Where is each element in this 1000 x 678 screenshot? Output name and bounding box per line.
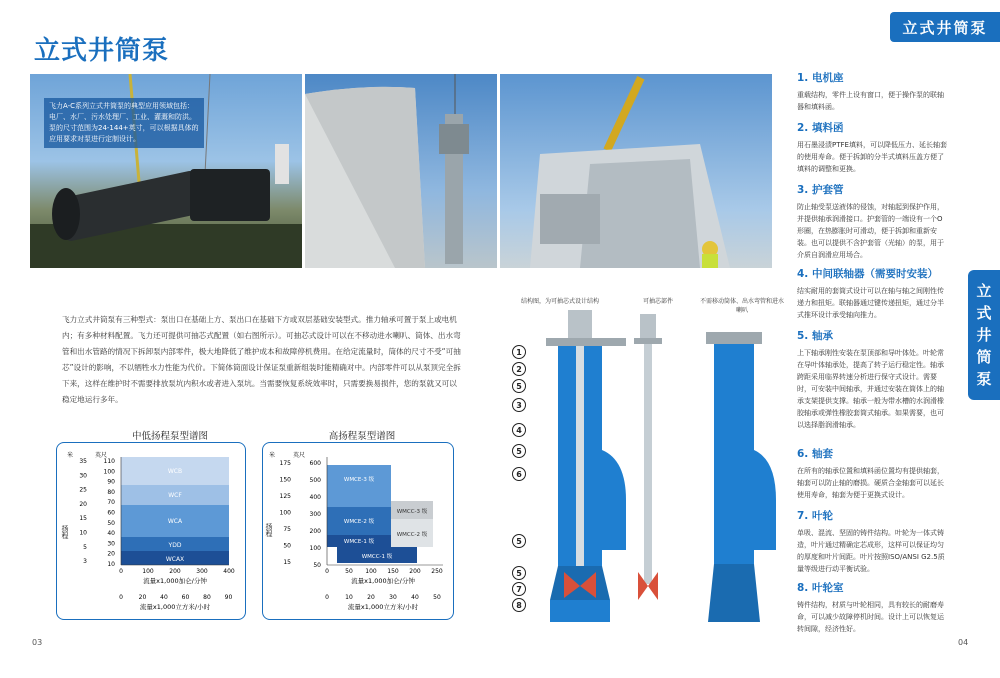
marker: 5 — [512, 379, 526, 393]
tick-label: 600 — [309, 460, 321, 467]
section-body: 用石墨浸渍PTFE填料，可以降低压力、延长轴套的使用寿命。便于拆卸的分半式填料压盖方便了填料的调整和更换。 — [797, 141, 947, 173]
tick-label: 100 — [365, 568, 377, 575]
side-tab-char: 泵 — [976, 370, 992, 388]
tick-label: 15 — [283, 559, 291, 566]
tick-label: 20 — [138, 594, 147, 601]
section-body: 重载结构，零件上设有窗口，便于操作泵的联轴器和填料函。 — [797, 91, 944, 111]
section-title: 6. 轴套 — [797, 448, 833, 460]
band-label: WCAX — [165, 556, 185, 563]
tick-label: 50 — [345, 568, 353, 575]
tick-label: 400 — [309, 494, 321, 501]
tick-label: 35 — [79, 458, 87, 465]
side-tab-char: 立 — [976, 282, 992, 300]
chart2-unit-m: 米 — [269, 452, 276, 459]
tick-label: 300 — [196, 568, 208, 575]
band-label: WCB — [167, 468, 183, 475]
chart2-ylabel: 扬程 — [265, 523, 273, 537]
marker: 4 — [512, 423, 526, 437]
tick-label: 10 — [79, 529, 87, 537]
band-wmce3 — [327, 465, 391, 507]
tick-label: 150 — [279, 476, 291, 484]
section-body: 单吸、混流、坚固的铸件结构。叶轮为一体式铸造，叶片通过精确定芯成形，这样可以保证均匀的厚度和叶片间距。叶片按照ISO/ANSI G2.5质量等级进行动平衡试验。 — [797, 529, 945, 573]
marker: 7 — [512, 582, 526, 596]
chart2-x2label: 流量x1,000立方米/小时 — [347, 603, 419, 611]
tick-label: 30 — [389, 594, 397, 601]
tick-label: 400 — [223, 568, 235, 575]
band-label: WMCE-2 级 — [343, 519, 375, 525]
chart2-m-ticks — [280, 460, 292, 566]
chart2-frame — [262, 442, 454, 620]
band-label: WMCC-3 级 — [396, 509, 428, 515]
chart1-frame — [56, 442, 246, 620]
section-title: 8. 叶轮室 — [797, 582, 844, 594]
tick-label: 80 — [107, 488, 115, 496]
chart2-x2-ticks — [325, 594, 441, 601]
barrel — [714, 344, 754, 564]
photo-caption: 飞力A-C系列立式井筒泵的典型应用领域包括：电厂、水厂、污水处理厂、工业、灌溉和防洪。泵的尺寸范围为24-144+英寸，可以根据具体的应用要求对泵进行定制设计。 — [44, 98, 204, 148]
diagram-caption-fixed: 不需移动筒体、出水弯管和进水喇叭 — [700, 298, 785, 314]
section-sleeve — [797, 446, 947, 501]
tick-label: 75 — [283, 526, 291, 533]
chart2-xlabel: 流量x1,000加仑/分钟 — [351, 577, 415, 585]
section-title: 2. 填料函 — [797, 122, 844, 134]
page-number-left: 03 — [32, 638, 43, 647]
tick-label: 30 — [79, 472, 87, 480]
cooling-tower-illustration — [305, 74, 497, 268]
tick-label: 60 — [107, 509, 115, 517]
tick-label: 0 — [119, 568, 123, 575]
tick-label: 10 — [107, 561, 115, 568]
section-bearing — [797, 328, 947, 431]
diagram-caption-core: 可抽芯部件 — [642, 298, 673, 305]
tick-label: 50 — [107, 519, 115, 527]
marker: 2 — [512, 362, 526, 376]
section-title: 5. 轴承 — [797, 330, 833, 342]
chart2-svg — [263, 443, 455, 621]
tick-label: 90 — [224, 594, 233, 601]
side-tab — [968, 270, 1000, 400]
chart2-title: 高扬程泵型谱图 — [328, 431, 396, 442]
section-impeller — [797, 508, 947, 575]
chart2-x-ticks — [325, 568, 443, 575]
removable-core — [644, 344, 652, 584]
large-pump-photo — [500, 74, 772, 268]
tick-label: 15 — [79, 515, 87, 523]
diagram-caption-structure: 结构图，为可抽芯式设计结构 — [520, 298, 599, 305]
tick-label: 100 — [309, 545, 321, 552]
tick-label: 0 — [325, 568, 329, 575]
page-title: 立式井筒泵 — [34, 36, 170, 66]
tick-label: 3 — [83, 558, 87, 566]
side-tab-char: 井 — [976, 326, 992, 344]
intro-text: 飞力立式井筒泵有三种型式：泵出口在基础上方、泵出口在基础下方或双层基础安装型式。推力轴承可置于泵上或电机内；有多种材料配置。飞力还可提供可抽芯式配置（如右图所示）。可抽芯式设计可以在不移动进水喇叭、筒体、出水弯管和出水管路的情况下拆卸泵内部零件，极大地降低了维护成本和故障停机费用。在给定流量时，筒体的尺寸不受“可抽芯”设计的影响，不以牺牲水力性能为代价。下简体筒面设计保证泵重新组装时能精确对中。内部零件可以从泵顶完全拆下来，这样在维护时不需要排放泵坑内积水或者进入泵坑。当需要恢复系统效率时，只需要换易损件，您的泵就又可以稳定地运行多年。 — [62, 315, 461, 404]
chart1-x2-ticks — [119, 594, 232, 601]
tick-label: 110 — [103, 458, 115, 465]
tick-label: 25 — [79, 486, 87, 494]
tick-label: 20 — [367, 594, 375, 601]
tick-label: 300 — [309, 511, 321, 518]
tick-label: 5 — [83, 543, 87, 551]
motor-stand — [568, 310, 592, 342]
tick-label: 150 — [387, 568, 399, 575]
band-label: YDD — [168, 542, 182, 549]
tick-label: 70 — [107, 499, 115, 507]
chart1-m-ticks — [79, 458, 87, 565]
section-stuffing-box — [797, 120, 947, 175]
chart1-x-ticks — [119, 568, 235, 575]
chart1-svg — [57, 443, 247, 621]
section-impeller-chamber — [797, 580, 947, 635]
section-body: 在所有的轴承位置和填料函位置均有提供轴套，轴套可以防止轴的磨损。硬质合金轴套可以延长使用寿命，轴套为便于更换式设计。 — [797, 467, 944, 499]
pump-install-photo — [30, 74, 302, 268]
marker: 8 — [512, 598, 526, 612]
marker: 1 — [512, 345, 526, 359]
band-label: WCA — [167, 518, 183, 525]
tick-label: 250 — [431, 568, 443, 575]
tick-label: 60 — [181, 594, 190, 601]
section-body: 防止轴受泵送液体的侵蚀，对轴起到保护作用，并提供轴承润滑接口。护套管的一端设有一个O形圈，在热膨胀时可滑动，便于拆卸和重新安装。也可以提供不含护套管（光轴）的泵，用于介质自润滑应用场合。 — [797, 203, 944, 259]
section-title: 3. 护套管 — [797, 184, 844, 196]
section-coupling — [797, 266, 947, 321]
tick-label: 500 — [309, 477, 321, 484]
chart2-unit-ft: 英尺 — [293, 452, 306, 459]
tick-label: 200 — [309, 528, 321, 535]
tick-label: 50 — [283, 542, 291, 550]
section-motor-stand — [797, 70, 947, 113]
band-label: WMCE-3 级 — [343, 477, 375, 483]
marker: 5 — [512, 566, 526, 580]
tick-label: 40 — [107, 530, 115, 538]
tick-label: 90 — [107, 478, 115, 486]
tick-label: 0 — [119, 594, 123, 601]
band-label: WCF — [168, 492, 182, 499]
chart1-title: 中低扬程泵型谱图 — [131, 431, 208, 442]
chart1-xlabel: 流量x1,000加仑/分钟 — [143, 577, 207, 585]
page-number-right: 04 — [958, 638, 969, 647]
tick-label: 0 — [325, 594, 329, 601]
marker: 6 — [512, 467, 526, 481]
tick-label: 50 — [433, 594, 441, 601]
tick-label: 10 — [345, 594, 353, 601]
tick-label: 200 — [409, 568, 421, 575]
cooling-tower-photo — [305, 74, 497, 268]
band-label: WMCE-1 级 — [343, 539, 375, 545]
tick-label: 40 — [411, 594, 419, 601]
tick-label: 100 — [142, 568, 154, 575]
side-tab-char: 筒 — [976, 348, 992, 366]
section-body: 结实耐用的套筒式设计可以在轴与轴之间刚性传递力和扭矩。联轴器通过键传递扭矩，通过分半式推环设计承受轴向推力。 — [797, 287, 944, 319]
section-body: 上下轴承刚性安装在泵顶部和导叶体处。叶轮常在导叶体轴承处，提高了转子运行稳定性。轴承跨距采用临界转速分析进行保守式设计。需要时，可安装中间轴承，并通过安装在筒体上的轴承支架提供支撑。轴承一般为带水槽的水润滑橡胶轴承或弹性橡胶套筒式轴承。如果需要，也可以选择脂润滑轴承。 — [797, 349, 944, 429]
marker: 3 — [512, 398, 526, 412]
chart1-unit-ft: 英尺 — [95, 452, 108, 459]
marker: 5 — [512, 534, 526, 548]
chart1-unit-m: 米 — [67, 452, 74, 459]
section-title: 4. 中间联轴器（需要时安装） — [797, 268, 938, 280]
section-tab: 立式井筒泵 — [890, 12, 1000, 42]
section-body: 铸件结构，材质与叶轮相同，具有较长的耐磨寿命，可以减少故障停机时间。设计上可以恢复运转间隙，经济性好。 — [797, 601, 944, 633]
chart1-ylabel: 扬程 — [61, 525, 69, 539]
band-label: WMCC-2 级 — [396, 532, 428, 538]
chart2-ft-ticks — [310, 460, 322, 569]
section-title: 1. 电机座 — [797, 72, 844, 84]
band-label: WMCC-1 级 — [361, 554, 393, 560]
side-tab-char: 式 — [976, 304, 992, 322]
tick-label: 80 — [203, 594, 211, 601]
tick-label: 175 — [279, 460, 291, 467]
tick-label: 30 — [107, 540, 115, 548]
marker: 5 — [512, 444, 526, 458]
section-title: 7. 叶轮 — [797, 510, 833, 522]
tick-label: 50 — [313, 562, 321, 569]
tick-label: 125 — [279, 493, 291, 500]
tick-label: 100 — [103, 468, 115, 476]
chart1-x2label: 流量x1,000立方米/小时 — [139, 603, 211, 611]
tick-label: 20 — [79, 500, 87, 508]
tick-label: 40 — [160, 594, 168, 601]
tick-label: 200 — [169, 568, 181, 575]
tick-label: 20 — [107, 550, 115, 558]
large-pump-illustration — [500, 74, 772, 268]
chart1-ft-ticks — [104, 458, 116, 568]
section-enclosing-tube — [797, 182, 947, 261]
pump-cross-section-diagram — [506, 310, 786, 632]
tick-label: 100 — [279, 509, 291, 517]
